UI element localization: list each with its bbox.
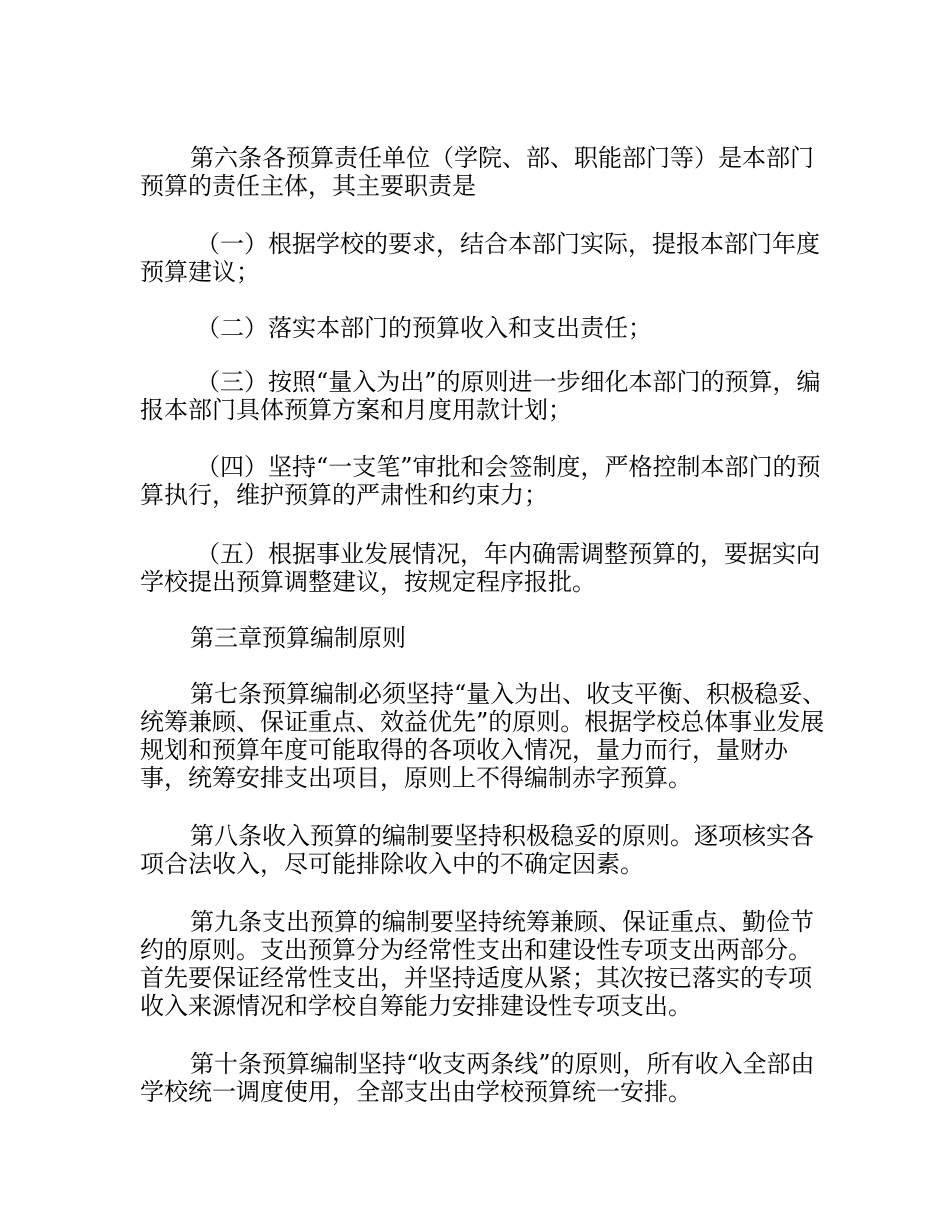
chapter-3-heading: 第三章预算编制原则	[190, 624, 406, 652]
article-8-paragraph: 第八条收入预算的编制要坚持积极稳妥的原则。逐项核实各项合法收入，尽可能排除收入中的不确定因素。	[140, 822, 814, 878]
duty-item-1: （一）根据学校的要求，结合本部门实际，提报本部门年度预算建议；	[140, 230, 820, 286]
duty-item-3: （三）按照“量入为出”的原则进一步细化本部门的预算，编报本部门具体预算方案和月度用款计划；	[140, 368, 821, 424]
duty-item-5: （五）根据事业发展情况，年内确需调整预算的，要据实向学校提出预算调整建议，按规定程序报批。	[140, 540, 820, 596]
article-10-paragraph: 第十条预算编制坚持“收支两条线”的原则，所有收入全部由学校统一调度使用，全部支出由学校预算统一安排。	[140, 1050, 815, 1106]
article-7-paragraph: 第七条预算编制必须坚持“量入为出、收支平衡、积极稳妥、统筹兼顾、保证重点、效益优先”的原则。根据学校总体事业发展规划和预算年度可能取得的各项收入情况，量力而行，量财办事，统筹安排支出项目，原则上不得编制赤字预算。	[140, 680, 827, 792]
duty-item-4: （四）坚持“一支笔”审批和会签制度，严格控制本部门的预算执行，维护预算的严肃性和约束力；	[140, 453, 821, 509]
article-6-paragraph: 第六条各预算责任单位（学院、部、职能部门等）是本部门预算的责任主体，其主要职责是	[140, 144, 814, 200]
duty-item-2: （二）落实本部门的预算收入和支出责任；	[196, 314, 652, 342]
article-9-paragraph: 第九条支出预算的编制要坚持统筹兼顾、保证重点、勤俭节约的原则。支出预算分为经常性支出和建设性专项支出两部分。首先要保证经常性支出，并坚持适度从紧；其次按已落实的专项收入来源情况和学校自筹能力安排建设性专项支出。	[140, 908, 814, 1020]
